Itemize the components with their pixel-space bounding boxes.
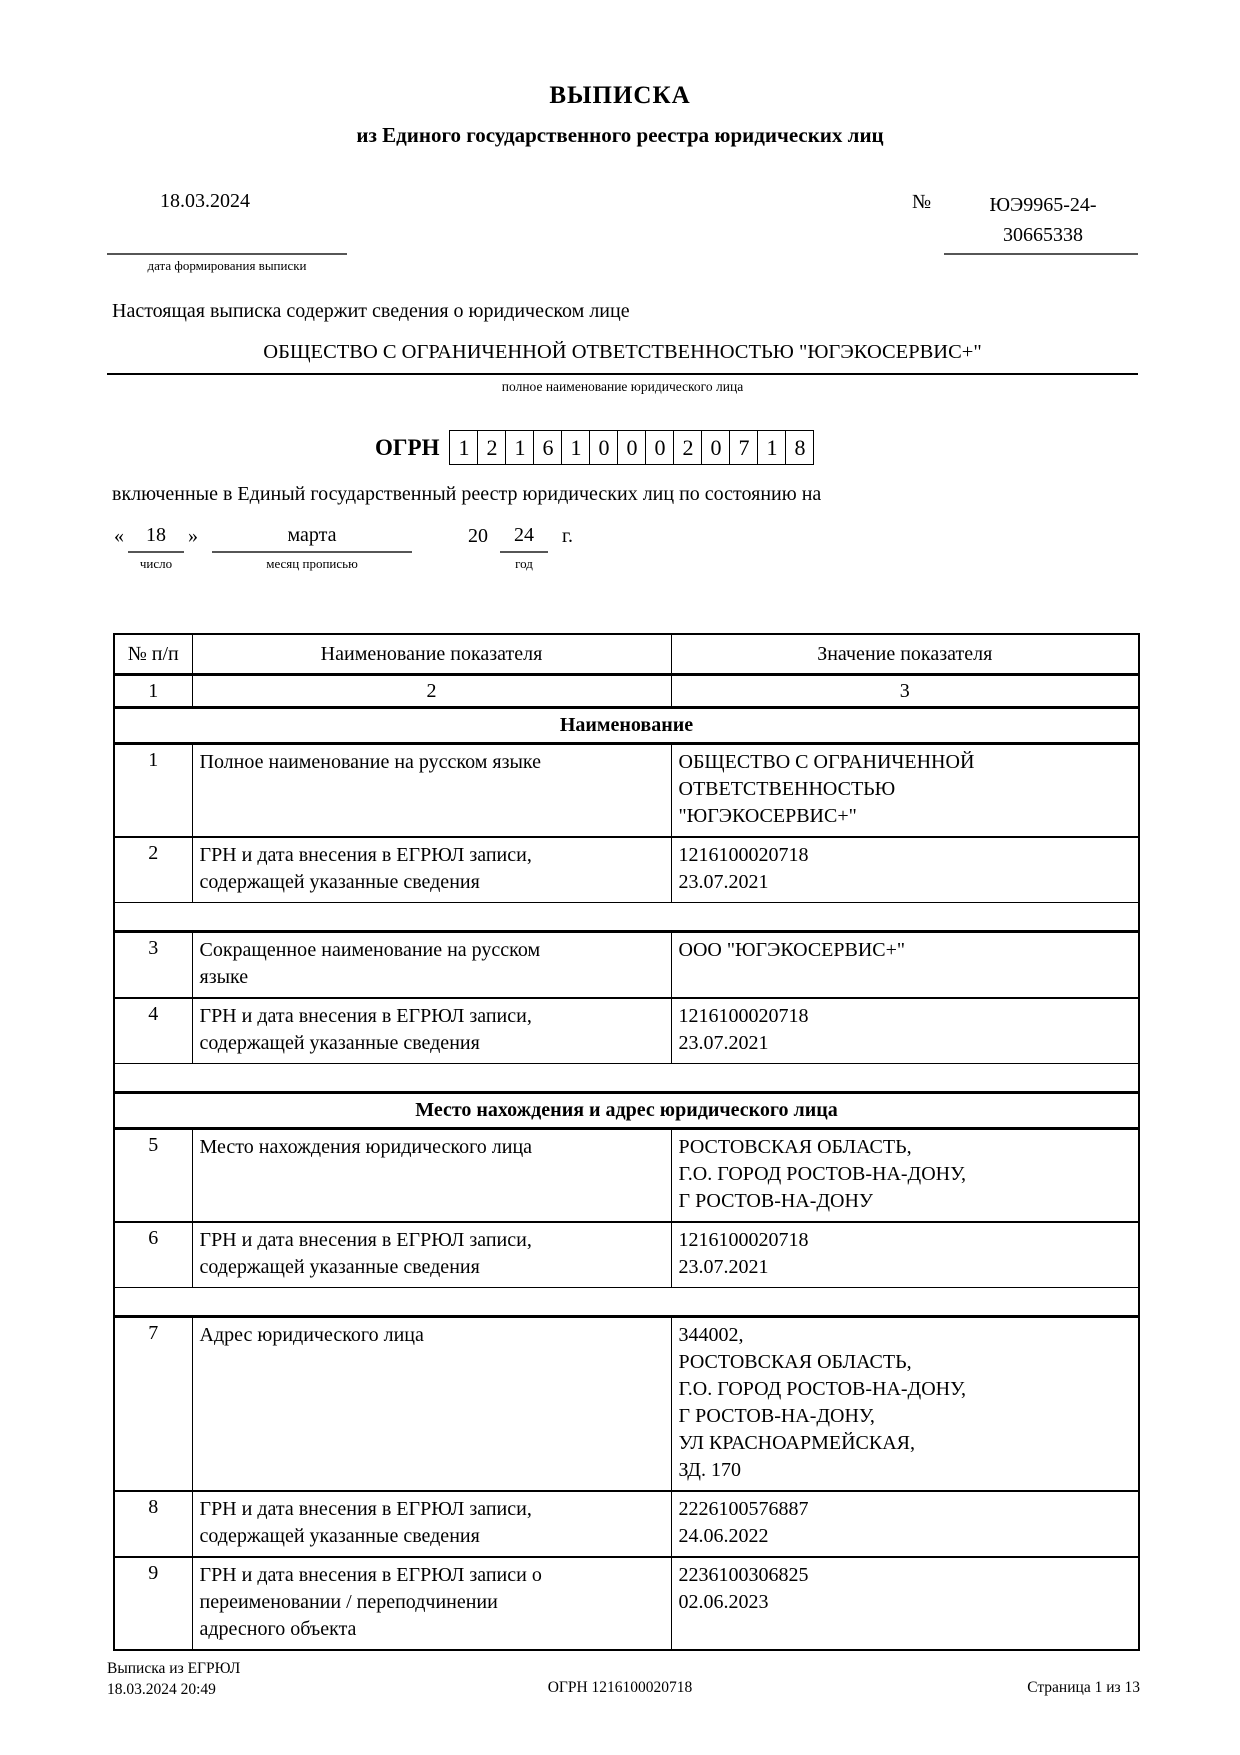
- ogrn-digit-cell: 0: [701, 430, 730, 465]
- row-number-cell: 3: [114, 932, 192, 999]
- year-suffix: г.: [562, 525, 573, 547]
- cell-line: 02.06.2023: [678, 1591, 769, 1613]
- table-row: [114, 744, 1139, 838]
- row-number-cell: 5: [114, 1129, 192, 1223]
- ogrn-digit-cell: 1: [561, 430, 590, 465]
- number-sign: №: [912, 191, 932, 213]
- ogrn-digit-cell: 1: [505, 430, 534, 465]
- day-field: [128, 521, 184, 572]
- indicator-value-cell: [671, 744, 1139, 838]
- row-number-cell: 8: [114, 1491, 192, 1557]
- section-row: [114, 1093, 1139, 1129]
- row-number-cell: 7: [114, 1317, 192, 1492]
- ogrn-digit-cell: 8: [785, 430, 814, 465]
- cell-line: языке: [199, 966, 249, 988]
- table-header-row: [114, 634, 1139, 675]
- close-quote: »: [188, 525, 198, 547]
- cell-line: ГРН и дата внесения в ЕГРЮЛ записи о: [199, 1564, 542, 1586]
- indicator-name-cell: [192, 1557, 671, 1650]
- cell-line: Сокращенное наименование на русском: [199, 939, 541, 961]
- indicator-name-cell: [192, 1491, 671, 1557]
- column-numbers-row: [114, 675, 1139, 708]
- row-number-cell: 6: [114, 1222, 192, 1288]
- indicator-value-cell: [671, 932, 1139, 999]
- cell-line: Г.О. ГОРОД РОСТОВ-НА-ДОНУ,: [678, 1378, 966, 1400]
- cell-line: ОБЩЕСТВО С ОГРАНИЧЕННОЙ: [678, 751, 975, 773]
- year-value: 24: [500, 521, 548, 553]
- table-row: [114, 932, 1139, 999]
- formation-date-label: дата формирования выписки: [147, 258, 307, 273]
- cell-line: содержащей указанные сведения: [199, 871, 480, 893]
- table-row: [114, 998, 1139, 1064]
- row-number-cell: 2: [114, 837, 192, 903]
- ogrn-digit-cell: 7: [729, 430, 758, 465]
- cell-line: Г РОСТОВ-НА-ДОНУ: [678, 1190, 874, 1212]
- document-subtitle: из Единого государственного реестра юридических лиц: [356, 123, 884, 147]
- spacer-row: [114, 1288, 1139, 1317]
- open-quote: «: [114, 525, 124, 547]
- company-name-rule: [107, 373, 1138, 375]
- cell-line: Полное наименование на русском языке: [199, 751, 542, 773]
- cell-line: ОТВЕТСТВЕННОСТЬЮ: [678, 778, 896, 800]
- day-value: 18: [128, 521, 184, 553]
- ogrn-digit-cell: 1: [449, 430, 478, 465]
- section-row: [114, 708, 1139, 744]
- spacer-row: [114, 1064, 1139, 1093]
- ogrn-block: [375, 430, 814, 465]
- included-line: включенные в Единый государственный реестр юридических лиц по состоянию на: [112, 483, 822, 505]
- main-table-body: [114, 708, 1139, 1651]
- indicator-value-cell: [671, 1129, 1139, 1223]
- table-row: [114, 1491, 1139, 1557]
- year-label: год: [515, 556, 533, 571]
- cell-line: 344002,: [678, 1324, 744, 1346]
- indicator-value-cell: [671, 837, 1139, 903]
- table-row: [114, 1129, 1139, 1223]
- indicator-name-cell: [192, 998, 671, 1064]
- row-number-cell: 1: [114, 744, 192, 838]
- footer-page-number: Страница 1 из 13: [1027, 1679, 1140, 1696]
- ogrn-digit-cell: 6: [533, 430, 562, 465]
- spacer-cell: [114, 1064, 1139, 1093]
- indicator-value-cell: [671, 1491, 1139, 1557]
- cell-line: ГРН и дата внесения в ЕГРЮЛ записи,: [199, 1498, 532, 1520]
- cell-line: ГРН и дата внесения в ЕГРЮЛ записи,: [199, 844, 532, 866]
- cell-line: ООО "ЮГЭКОСЕРВИС+": [678, 939, 906, 961]
- cell-line: ГРН и дата внесения в ЕГРЮЛ записи,: [199, 1229, 532, 1251]
- ogrn-digit-cell: 0: [617, 430, 646, 465]
- column-number-1: 1: [114, 675, 192, 708]
- cell-line: содержащей указанные сведения: [199, 1032, 480, 1054]
- footer-datetime: 18.03.2024 20:49: [107, 1681, 216, 1698]
- indicator-value-cell: [671, 1557, 1139, 1650]
- column-header-name: Наименование показателя: [192, 634, 671, 675]
- table-row: [114, 1222, 1139, 1288]
- company-name-label: полное наименование юридического лица: [501, 379, 744, 394]
- footer-doc-type: Выписка из ЕГРЮЛ: [107, 1660, 241, 1677]
- cell-line: ГРН и дата внесения в ЕГРЮЛ записи,: [199, 1005, 532, 1027]
- cell-line: ЗД. 170: [678, 1459, 741, 1481]
- ogrn-digit-boxes: [449, 430, 814, 465]
- spacer-cell: [114, 903, 1139, 932]
- ogrn-digit-cell: 2: [673, 430, 702, 465]
- section-title: Наименование: [114, 708, 1139, 744]
- month-value: марта: [212, 521, 412, 553]
- ogrn-label: ОГРН: [375, 434, 440, 460]
- indicator-value-cell: [671, 1222, 1139, 1288]
- indicator-name-cell: [192, 837, 671, 903]
- document-title: ВЫПИСКА: [549, 82, 691, 109]
- cell-line: 1216100020718: [678, 844, 809, 866]
- cell-line: 23.07.2021: [678, 871, 769, 893]
- ogrn-digit-cell: 0: [589, 430, 618, 465]
- main-table: [113, 633, 1140, 1651]
- footer-ogrn: ОГРН 1216100020718: [547, 1679, 693, 1696]
- cell-line: Г.О. ГОРОД РОСТОВ-НА-ДОНУ,: [678, 1163, 966, 1185]
- cell-line: 24.06.2022: [678, 1525, 769, 1547]
- year-field: [500, 521, 548, 572]
- table-row: [114, 837, 1139, 903]
- century-value: 20: [468, 525, 488, 547]
- column-number-2: 2: [192, 675, 671, 708]
- document-number-rule: [944, 253, 1138, 255]
- cell-line: 2226100576887: [678, 1498, 809, 1520]
- indicator-name-cell: [192, 1317, 671, 1492]
- cell-line: переименовании / переподчинении: [199, 1591, 498, 1613]
- ogrn-digit-cell: 0: [645, 430, 674, 465]
- document-number: [948, 190, 1138, 250]
- indicator-name-cell: [192, 932, 671, 999]
- ogrn-digit-cell: 1: [757, 430, 786, 465]
- cell-line: РОСТОВСКАЯ ОБЛАСТЬ,: [678, 1136, 912, 1158]
- indicator-value-cell: [671, 998, 1139, 1064]
- intro-line: Настоящая выписка содержит сведения о юридическом лице: [112, 300, 630, 322]
- indicator-value-cell: [671, 1317, 1139, 1492]
- month-label: месяц прописью: [266, 556, 358, 571]
- ogrn-digit-cell: 2: [477, 430, 506, 465]
- cell-line: УЛ КРАСНОАРМЕЙСКАЯ,: [678, 1432, 916, 1454]
- document-number-line1: ЮЭ9965-24-: [989, 194, 1097, 216]
- table-row: [114, 1317, 1139, 1492]
- indicator-name-cell: [192, 744, 671, 838]
- formation-date: 18.03.2024: [160, 190, 250, 212]
- spacer-row: [114, 903, 1139, 932]
- formation-date-rule: [107, 253, 347, 255]
- indicator-name-cell: [192, 1222, 671, 1288]
- cell-line: 1216100020718: [678, 1005, 809, 1027]
- cell-line: адресного объекта: [199, 1618, 357, 1640]
- indicator-name-cell: [192, 1129, 671, 1223]
- cell-line: Место нахождения юридического лица: [199, 1136, 533, 1158]
- company-full-name: ОБЩЕСТВО С ОГРАНИЧЕННОЙ ОТВЕТСТВЕННОСТЬЮ "ЮГЭКОСЕРВИС+": [263, 341, 982, 363]
- column-header-num: № п/п: [114, 634, 192, 675]
- cell-line: содержащей указанные сведения: [199, 1256, 480, 1278]
- cell-line: Адрес юридического лица: [199, 1324, 424, 1346]
- table-row: [114, 1557, 1139, 1650]
- row-number-cell: 9: [114, 1557, 192, 1650]
- cell-line: содержащей указанные сведения: [199, 1525, 480, 1547]
- as-of-date: [110, 521, 577, 572]
- cell-line: 23.07.2021: [678, 1256, 769, 1278]
- cell-line: 23.07.2021: [678, 1032, 769, 1054]
- cell-line: 1216100020718: [678, 1229, 809, 1251]
- section-title: Место нахождения и адрес юридического лица: [114, 1093, 1139, 1129]
- column-number-3: 3: [671, 675, 1139, 708]
- month-field: [212, 521, 412, 572]
- document-number-line2: 30665338: [1003, 224, 1083, 246]
- cell-line: "ЮГЭКОСЕРВИС+": [678, 805, 857, 827]
- cell-line: 2236100306825: [678, 1564, 809, 1586]
- cell-line: Г РОСТОВ-НА-ДОНУ,: [678, 1405, 875, 1427]
- row-number-cell: 4: [114, 998, 192, 1064]
- day-label: число: [139, 556, 173, 571]
- spacer-cell: [114, 1288, 1139, 1317]
- cell-line: РОСТОВСКАЯ ОБЛАСТЬ,: [678, 1351, 912, 1373]
- column-header-value: Значение показателя: [671, 634, 1139, 675]
